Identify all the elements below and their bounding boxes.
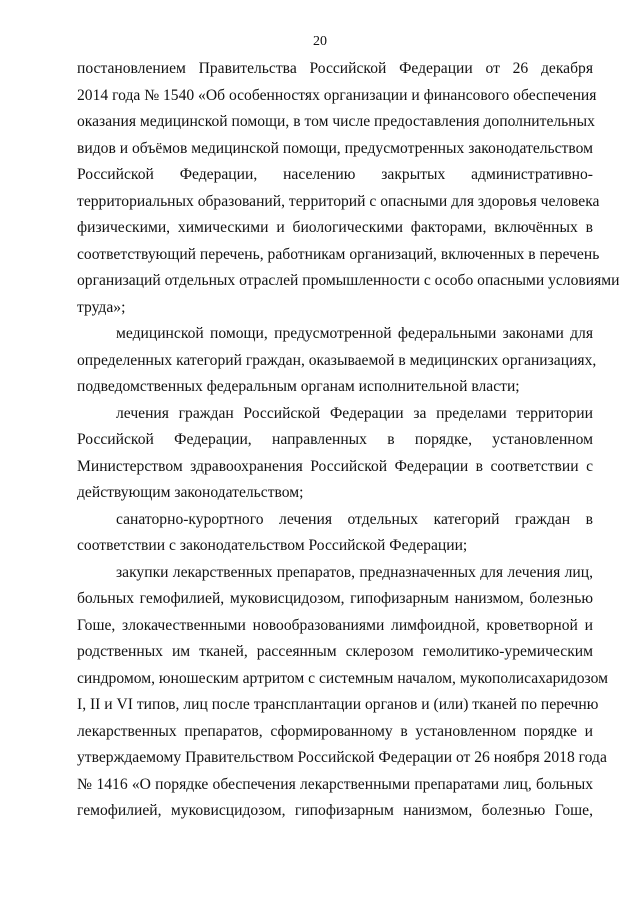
text-line: больных гемофилией, муковисцидозом, гипофизарным нанизмом, болезнью	[77, 590, 593, 607]
text-line: труда»;	[77, 298, 126, 316]
text-line: соответствии с законодательством Российской Федерации;	[77, 537, 468, 554]
paragraph-resolution-1540	[77, 56, 620, 321]
paragraph-drug-procurement	[77, 560, 608, 825]
text-line: организаций отдельных отраслей промышленности с особо опасными условиями	[77, 272, 620, 289]
text-line: лекарственных препаратов, сформированному в установленном порядке и	[77, 722, 593, 740]
text-line: 2014 года № 1540 «Об особенностях организации и финансового обеспечения	[77, 86, 597, 104]
text-line: синдромом, юношеским артритом с системным началом, мукополисахаридозом	[77, 669, 608, 687]
text-line: лечения граждан Российской Федерации за пределами территории	[116, 404, 593, 422]
text-line: Российской Федерации, направленных в порядке, установленном	[77, 431, 593, 448]
text-line: Гоше, злокачественными новообразованиями лимфоидной, кроветворной и	[77, 616, 593, 634]
text-line: гемофилией, муковисцидозом, гипофизарным нанизмом, болезнью Гоше,	[77, 802, 593, 819]
document-body	[77, 56, 620, 825]
text-line: Министерством здравоохранения Российской Федерации в соответствии с	[77, 457, 593, 475]
text-line: действующим законодательством;	[77, 484, 304, 501]
text-line: утверждаемому Правительством Российской Федерации от 26 ноября 2018 года	[77, 749, 607, 766]
paragraph-treatment-abroad	[77, 401, 593, 507]
paragraph-federal-laws-care	[77, 321, 597, 401]
text-line: соответствующий перечень, работникам организаций, включенных в перечень	[77, 245, 600, 263]
text-line: постановлением Правительства Российской Федерации от 26 декабря	[77, 60, 593, 77]
text-line: физическими, химическими и биологическими факторами, включённых в	[77, 219, 593, 236]
paragraph-sanatorium-treatment	[77, 507, 593, 560]
text-line: санаторно-курортного лечения отдельных категорий граждан в	[116, 510, 593, 528]
text-line: медицинской помощи, предусмотренной федеральными законами для	[116, 325, 593, 342]
text-line: закупки лекарственных препаратов, предназначенных для лечения лиц,	[116, 563, 593, 581]
text-line: подведомственных федеральным органам исполнительной власти;	[77, 378, 520, 395]
text-line: родственных им тканей, рассеянным склерозом гемолитико-уремическим	[77, 643, 593, 660]
text-line: видов и объёмов медицинской помощи, предусмотренных законодательством	[77, 139, 593, 157]
page-number: 20	[313, 34, 327, 49]
text-line: определенных категорий граждан, оказываемой в медицинских организациях,	[77, 351, 597, 369]
text-line: Российской Федерации, населению закрытых административно-	[77, 166, 593, 183]
text-line: № 1416 «О порядке обеспечения лекарственными препаратами лиц, больных	[77, 775, 593, 793]
text-line: оказания медицинской помощи, в том числе предоставления дополнительных	[77, 113, 595, 130]
text-line: I, II и VI типов, лиц после трансплантации органов и (или) тканей по перечню	[77, 696, 599, 713]
text-line: территориальных образований, территорий с опасными для здоровья человека	[77, 192, 600, 210]
